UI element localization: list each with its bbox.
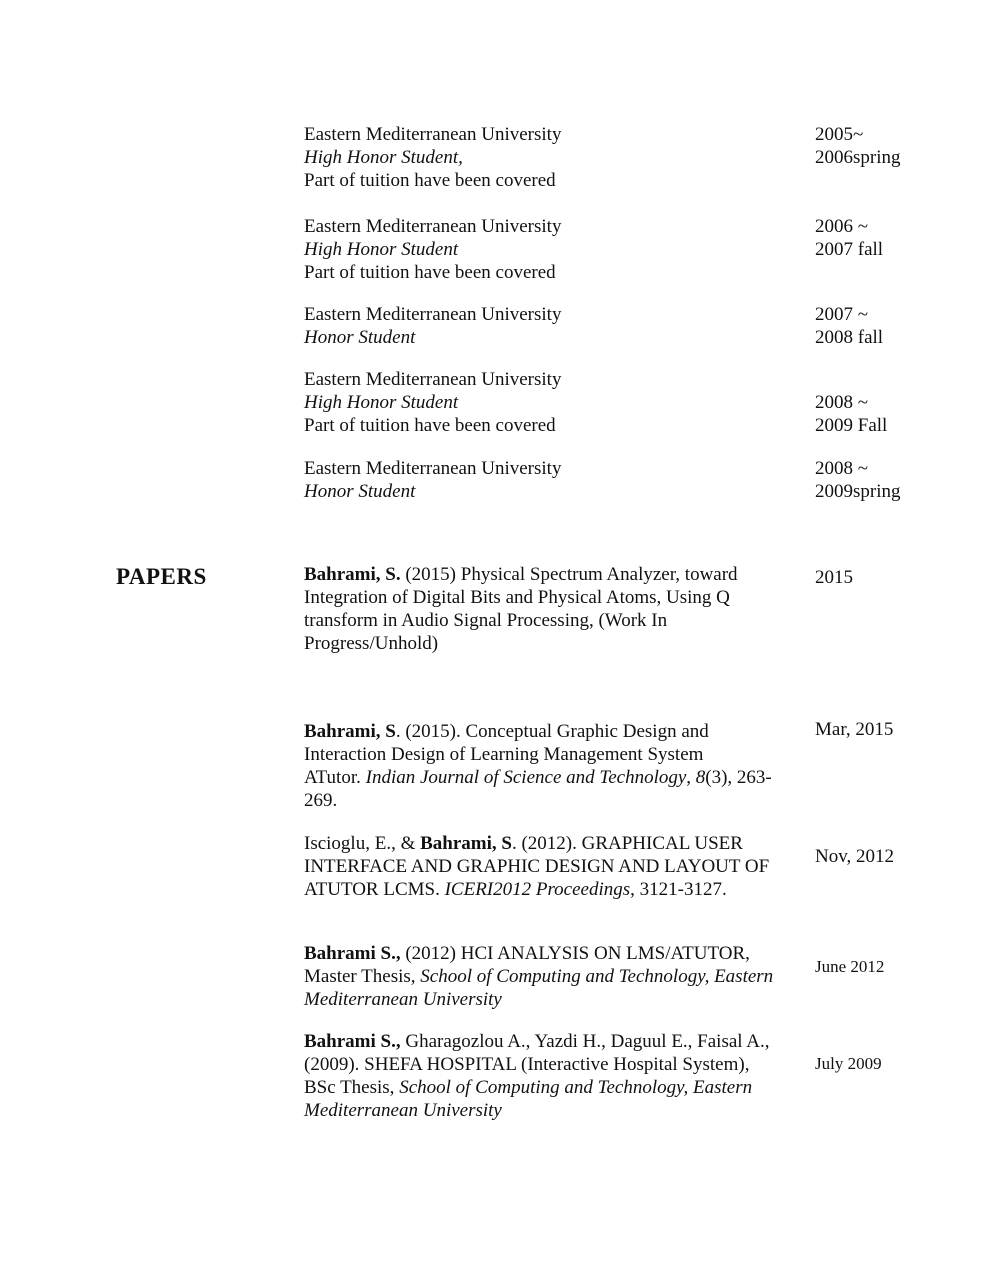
- text-line: [304, 1030, 819, 1053]
- honor-entry-3-date: [815, 303, 985, 349]
- text-line: [815, 414, 985, 437]
- text-line: [815, 480, 985, 503]
- text-segment: 2007 fall: [815, 239, 884, 260]
- text-line: [304, 789, 819, 812]
- text-segment: Gharagozlou A., Yazdi H., Daguul E., Faisal A.,: [400, 1031, 770, 1052]
- text-segment: 2006spring: [815, 147, 901, 168]
- paper-entry-1: [304, 563, 819, 655]
- text-segment: School of Computing and Technology, Eastern: [420, 966, 774, 987]
- text-segment: . (2012). GRAPHICAL USER: [511, 833, 743, 854]
- text-line: [304, 609, 819, 632]
- text-line: [815, 391, 985, 414]
- text-segment: ICERI2012 Proceedings: [444, 879, 631, 900]
- text-segment: High Honor Student: [304, 239, 459, 260]
- text-segment: Mediterranean University: [304, 1100, 502, 1121]
- honor-entry-1: [304, 123, 819, 192]
- text-segment: 2008 ~: [815, 392, 869, 413]
- text-segment: Progress/Unhold): [304, 633, 439, 654]
- text-segment: Mar, 2015: [815, 719, 894, 740]
- text-segment: (2009). SHEFA HOSPITAL (Interactive Hospital System),: [304, 1054, 750, 1075]
- text-line: [304, 414, 819, 437]
- honor-entry-3: [304, 303, 819, 349]
- text-segment: (2012) HCI ANALYSIS ON LMS/ATUTOR,: [400, 943, 750, 964]
- paper-entry-5: [304, 1030, 819, 1122]
- honor-entry-4: [304, 368, 819, 437]
- text-line: [304, 832, 819, 855]
- text-segment: Iscioglu, E., &: [304, 833, 421, 854]
- text-line: [304, 123, 819, 146]
- text-segment: Mediterranean University: [304, 989, 502, 1010]
- text-segment: Bahrami S.,: [304, 1031, 401, 1052]
- text-segment: Bahrami, S.: [304, 564, 401, 585]
- paper-entry-3-date: [815, 845, 985, 868]
- honor-entry-2-date: [815, 215, 985, 261]
- papers-section-heading: PAPERS: [116, 564, 207, 589]
- paper-entry-1-date: [815, 566, 985, 589]
- text-line: [304, 563, 819, 586]
- paper-entry-2-date: [815, 718, 985, 741]
- honor-entry-5: [304, 457, 819, 503]
- text-segment: BSc Thesis,: [304, 1077, 400, 1098]
- text-segment: High Honor Student: [304, 392, 459, 413]
- text-line: [304, 965, 819, 988]
- text-segment: 2006 ~: [815, 216, 869, 237]
- text-segment: School of Computing and Technology, Eastern: [399, 1077, 753, 1098]
- text-segment: 269.: [304, 790, 338, 811]
- text-segment: Part of tuition have been covered: [304, 262, 556, 283]
- text-segment: (2015) Physical Spectrum Analyzer, toward: [400, 564, 738, 585]
- text-segment: ATutor.: [304, 767, 366, 788]
- text-segment: INTERFACE AND GRAPHIC DESIGN AND LAYOUT OF: [304, 856, 770, 877]
- paper-entry-4: [304, 942, 819, 1011]
- text-line: [815, 215, 985, 238]
- text-segment: Eastern Mediterranean University: [304, 124, 562, 145]
- text-segment: ATUTOR LCMS.: [304, 879, 445, 900]
- text-line: [815, 1053, 985, 1075]
- text-segment: 2005~: [815, 124, 864, 145]
- text-segment: Bahrami, S: [304, 721, 396, 742]
- text-segment: Honor Student: [304, 327, 416, 348]
- text-line: [815, 956, 985, 978]
- text-segment: Integration of Digital Bits and Physical Atoms, Using Q: [304, 587, 730, 608]
- honor-entry-5-date: [815, 457, 985, 503]
- text-segment: . (2015). Conceptual Graphic Design and: [395, 721, 709, 742]
- honor-entry-2: [304, 215, 819, 284]
- text-line: [815, 326, 985, 349]
- text-segment: 2015: [815, 567, 853, 588]
- text-segment: Bahrami S.,: [304, 943, 401, 964]
- text-segment: Eastern Mediterranean University: [304, 369, 562, 390]
- text-segment: Interaction Design of Learning Management System: [304, 744, 704, 765]
- text-segment: (3), 263-: [705, 767, 772, 788]
- text-line: [304, 457, 819, 480]
- text-line: [304, 1076, 819, 1099]
- text-line: [304, 766, 819, 789]
- text-line: [815, 123, 985, 146]
- honor-entry-1-date: [815, 123, 985, 169]
- paper-entry-3: [304, 832, 819, 901]
- text-segment: Eastern Mediterranean University: [304, 458, 562, 479]
- text-segment: transform in Audio Signal Processing, (Work In: [304, 610, 668, 631]
- text-segment: 2008 ~: [815, 458, 869, 479]
- text-segment: Nov, 2012: [815, 846, 894, 867]
- text-segment: Eastern Mediterranean University: [304, 304, 562, 325]
- text-line: [304, 303, 819, 326]
- text-line: [815, 718, 985, 741]
- text-segment: Eastern Mediterranean University: [304, 216, 562, 237]
- text-line: [304, 855, 819, 878]
- text-segment: 8: [695, 767, 706, 788]
- text-segment: 2008 fall: [815, 327, 884, 348]
- text-line: [304, 1053, 819, 1076]
- paper-entry-2: [304, 720, 819, 812]
- text-line: [304, 586, 819, 609]
- text-segment: Bahrami, S: [420, 833, 512, 854]
- text-line: [304, 878, 819, 901]
- text-line: [304, 326, 819, 349]
- text-segment: Master Thesis,: [304, 966, 421, 987]
- paper-entry-5-date: [815, 1053, 985, 1075]
- text-segment: , 3121-3127.: [630, 879, 727, 900]
- text-segment: June 2012: [815, 957, 885, 976]
- text-segment: High Honor Student,: [304, 147, 463, 168]
- text-line: [304, 988, 819, 1011]
- text-line: [815, 457, 985, 480]
- text-segment: Part of tuition have been covered: [304, 415, 556, 436]
- text-segment: 2009 Fall: [815, 415, 888, 436]
- text-line: [304, 942, 819, 965]
- text-line: [815, 845, 985, 868]
- paper-entry-4-date: [815, 956, 985, 978]
- text-line: [304, 146, 819, 169]
- text-line: [304, 368, 819, 391]
- text-segment: 2007 ~: [815, 304, 869, 325]
- text-line: [815, 238, 985, 261]
- text-line: [304, 743, 819, 766]
- text-segment: Honor Student: [304, 481, 416, 502]
- text-line: [815, 566, 985, 589]
- text-segment: July 2009: [815, 1054, 882, 1073]
- text-line: [815, 303, 985, 326]
- text-line: [304, 480, 819, 503]
- text-segment: ,: [686, 767, 696, 788]
- text-line: [304, 261, 819, 284]
- text-line: [304, 238, 819, 261]
- text-line: [815, 146, 985, 169]
- text-line: [304, 391, 819, 414]
- honor-entry-4-date: [815, 391, 985, 437]
- text-line: [304, 1099, 819, 1122]
- text-segment: Indian Journal of Science and Technology: [365, 767, 687, 788]
- text-line: [304, 720, 819, 743]
- text-line: [304, 632, 819, 655]
- text-segment: 2009spring: [815, 481, 901, 502]
- text-segment: Part of tuition have been covered: [304, 170, 556, 191]
- text-line: [304, 215, 819, 238]
- text-line: [304, 169, 819, 192]
